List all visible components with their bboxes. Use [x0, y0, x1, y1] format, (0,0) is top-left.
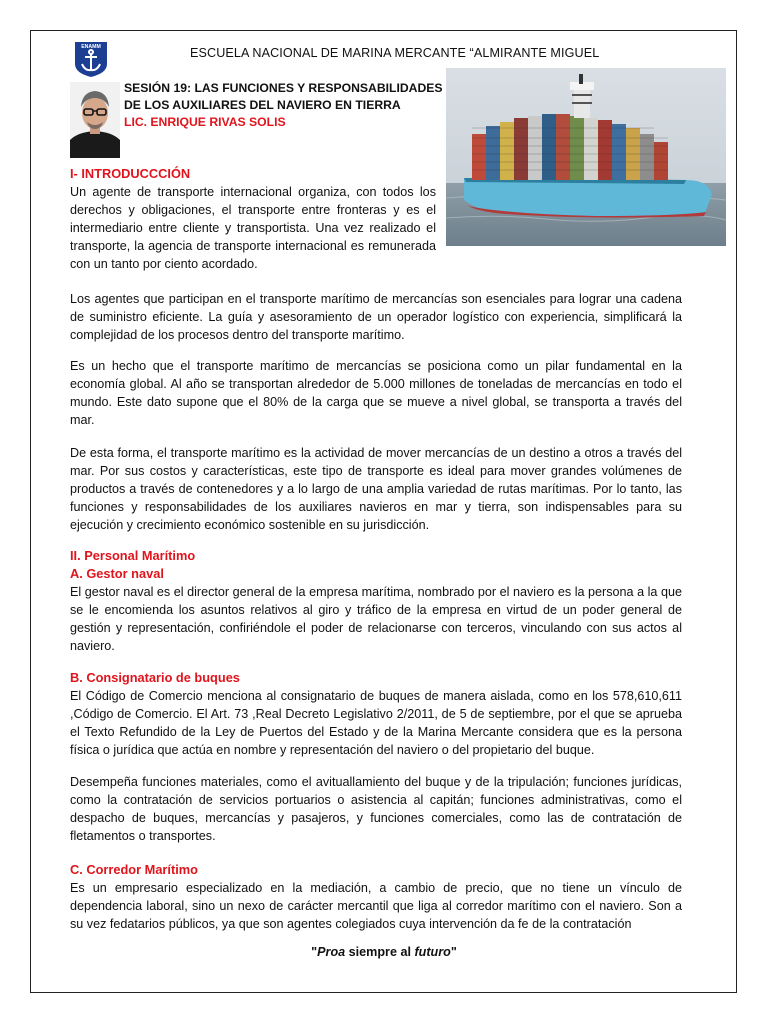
- corredor-heading: C. Corredor Marítimo: [70, 862, 198, 877]
- gestor-paragraph: El gestor naval es el director general de la empresa marítima, nombrado por el naviero es la persona a la que se le encomienda los asuntos relativos al giro y tráfico de la empresa en virtud de un poder general de gestión y representación, confiriéndole el poder de relacionarse con terceros, vinculando con sus actos al naviero.: [70, 585, 682, 653]
- footer-motto: [0, 945, 768, 959]
- author-name: LIC. ENRIQUE RIVAS SOLIS: [124, 115, 286, 129]
- author-photo: [70, 82, 120, 158]
- session-title-line1: SESIÓN 19: LAS FUNCIONES Y RESPONSABILIDADES: [124, 81, 443, 95]
- session-title: [124, 80, 443, 131]
- intro-paragraph-3: Es un hecho que el transporte marítimo de mercancías se posiciona como un pilar fundamental en la economía global. Al año se transportan alrededor de 5.000 millones de toneladas de mercancías en todo el mundo. Este dato supone que el 80% de la carga que se mueve a nivel global, se transporta a través del mar.: [70, 359, 682, 427]
- intro-paragraph-1: Un agente de transporte internacional organiza, con todos los derechos y obligaciones, el transporte entre fronteras y es el intermediario entre cliente y transportista. Una vez realizado el transporte, la agencia de transporte internacional es remunerada con un tanto por ciento acordado.: [70, 185, 436, 271]
- enamm-logo: [72, 40, 110, 78]
- intro-paragraph-4: De esta forma, el transporte marítimo es la actividad de mover mercancías de un destino a otros a través del mar. Por sus costos y características, este tipo de transporte es ideal para mover grandes volúmenes de productos a través de contenedores y a lo largo de una amplia variedad de rutas marítimas. Por lo tanto, las funciones y responsabilidades de los auxiliares navieros en mar y tierra, son indispensables para su ejecución y crecimiento económico sostenible en su jurisdicción.: [70, 446, 682, 532]
- session-title-line2: DE LOS AUXILIARES DEL NAVIERO EN TIERRA: [124, 98, 401, 112]
- footer-word-proa: Proa: [317, 945, 346, 959]
- footer-quote-open: ": [311, 945, 318, 959]
- logo-text: ENAMM: [81, 44, 101, 50]
- intro-heading: I- INTRODUCCCIÓN: [70, 166, 191, 181]
- consignatario-paragraph-1: El Código de Comercio menciona al consignatario de buques de manera aislada, como en los 578,610,611 ,Código de Comercio. El Art. 73 ,Real Decreto Legislativo 2/2011, de 5 de septiembre, por el que se aprueba el Texto Refundido de la Ley de Puertos del Estado y de la Marina Mercante considera que es la persona física o jurídica que actúa en nombre y representación del naviero o del propietario del buque.: [70, 689, 682, 757]
- gestor-heading: A. Gestor naval: [70, 566, 164, 581]
- footer-word-futuro: futuro: [414, 945, 451, 959]
- school-name: ESCUELA NACIONAL DE MARINA MERCANTE “ALMIRANTE MIGUEL: [190, 46, 600, 60]
- personal-heading: II. Personal Marítimo: [70, 548, 196, 563]
- consignatario-heading: B. Consignatario de buques: [70, 670, 240, 685]
- footer-quote-close: ": [450, 945, 457, 959]
- footer-middle: siempre al: [345, 945, 415, 959]
- container-ship-image: [446, 68, 726, 246]
- corredor-paragraph: Es un empresario especializado en la mediación, a cambio de precio, que no tiene un vínculo de dependencia laboral, sino un nexo de carácter mercantil que liga al corredor marítimo con el naviero. Son a su vez fedatarios públicos, ya que son agentes colegiados cuya intervención da fe de la contratación: [70, 881, 682, 931]
- intro-paragraph-2: Los agentes que participan en el transporte marítimo de mercancías son esenciales para lograr una cadena de suministro eficiente. La guía y asesoramiento de un operador logístico con experiencia, simplificará la complejidad de los procesos dentro del transporte marítimo.: [70, 292, 682, 342]
- consignatario-paragraph-2: Desempeña funciones materiales, como el avituallamiento del buque y de la tripulación; funciones jurídicas, como la contratación de servicios portuarios o asistencia al capitán; funciones administrativas, como el despacho de buques, mercancías y pasajeros, y funciones comerciales, como las de contratación de fletamentos o transportes.: [70, 775, 682, 843]
